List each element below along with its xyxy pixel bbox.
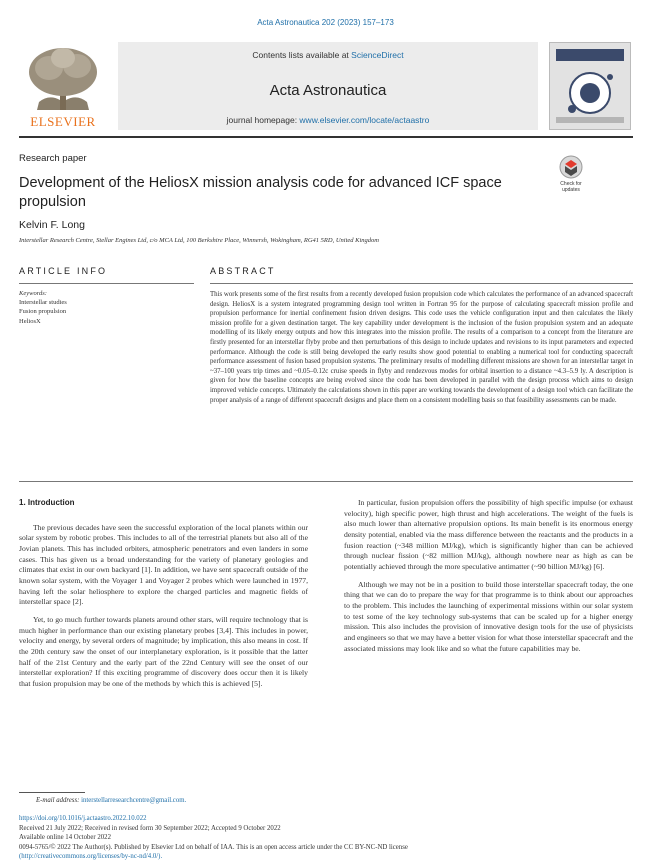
email-footnote: [36, 797, 186, 804]
keyword: HeliosX: [19, 317, 41, 325]
email-label: E-mail address:: [36, 797, 80, 804]
svg-text:ELSEVIER: ELSEVIER: [30, 114, 96, 129]
homepage-link[interactable]: www.elsevier.com/locate/actaastro: [299, 115, 430, 125]
body-right-column: [344, 498, 633, 654]
publication-info: [19, 814, 633, 862]
body-paragraph: Yet, to go much further towards planets around other stars, will require technology that is much higher in performance than our existing planetary probes [3,4]. This includes in power, velocity and energy, by several orders of magnitude; by implication, this also means in cost. If the 20th century saw the onset of our interplanetary exploration, is it possible that the latter half of the 21st Century and the early part of the 22nd Century will see the onset of our interstellar exploration? If this exciting programme of discovery does occur then it is likely that fusion propulsion may be one of the methods by which this is achieved [5].: [19, 614, 308, 688]
footnote-rule: [19, 792, 85, 793]
abstract-text: This work presents some of the first results from a recently developed fusion propulsion code which calculates the performance of an advanced spacecraft design. HeliosX is a system integrated programming design tool written in Fortran 95 for the purpose of calculating spacecraft mission profile and propulsion performance for inertial confinement fusion driven designs. This code uses the vehicle configuration input and then calculates the likely mission profile for a given destination target. The key capability under development is the inclusion of the fusion propulsion system and an adequate modelling of its likely energy outputs and how this integrates into the mission profile. The results of a comparison to a concept from the literature are firstly presented for an interstellar flyby probe and then perturbations of this design to include updates and revisions to its input parameters and expected performance. Although the code is still being developed the early results show good potential to enabling a numerical tool for conducting spacecraft performance assessment of fusion based propulsion systems. The preliminary results of modelling different missions are shown for an interstellar target in ~37–100 years trip times and ~0.05–0.12c cruise speeds in flyby and rendezvous modes for orbital insertion to a distance ~4.3–5.9 ly. A description is given for how the baseline concepts are being evolved since the code has been developed in parallel with the design process which aims to design improved vehicle concepts. Ultimately the calculations shown in this paper are working towards the development of a design tool which can facilitate the proper analysis of a range of different spacecraft designs and place them on a consistent modelling basis so that feasibility assessments can be made.: [210, 291, 633, 404]
svg-text:updates: updates: [562, 187, 580, 193]
contents-line: Contents lists available at ScienceDirect: [252, 50, 404, 60]
article-info-rule: [19, 283, 194, 284]
paper-title: Development of the HeliosX mission analysis code for advanced ICF space propulsion: [19, 175, 502, 210]
article-info-heading: ARTICLE INFO: [19, 266, 108, 276]
abstract-heading: ABSTRACT: [210, 266, 276, 276]
license-link[interactable]: (http://creativecommons.org/licenses/by-nc-nd/4.0/).: [19, 853, 163, 861]
crossmark-icon: [553, 154, 589, 194]
journal-cover-image[interactable]: [549, 42, 631, 130]
section-heading-introduction: 1. Introduction: [19, 498, 75, 507]
body-paragraph: In particular, fusion propulsion offers the possibility of high specific impulse (or exhaust velocity), high specific power, high thrust and high accelerations. The weight of the fuels is also much lower than alternative propulsion options. Its main benefit is its enormous energy density potential, enabled via the mass difference between the reactants and the products in a fusion reaction (~348 million MJ/kg), which is significantly higher than can be achieved through nuclear fission (~82 million MJ/kg), although nowhere near as high as can be potentially achieved through the more speculative antimatter (~90 billion MJ/kg) [6].: [344, 498, 633, 571]
body-left-column: [19, 498, 308, 690]
elsevier-tree-icon: [19, 42, 107, 130]
journal-name: Acta Astronautica: [269, 82, 387, 99]
abstract-bottom-rule: [19, 481, 633, 482]
doi-link[interactable]: https://doi.org/10.1016/j.actaastro.2022.10.022: [19, 815, 147, 822]
homepage-line: journal homepage: www.elsevier.com/locate/actaastro: [226, 115, 430, 125]
keywords-label: Keywords:: [19, 290, 47, 297]
author-affiliation: Interstellar Research Centre, Stellar Engines Ltd, c/o MCA Ltd, 100 Berkshire Place, Winnersh, Wokingham, RG41 5RD, United Kingdom: [19, 237, 379, 244]
elsevier-logo[interactable]: [19, 42, 107, 130]
sciencedirect-link[interactable]: ScienceDirect: [351, 50, 404, 60]
body-paragraph: The previous decades have seen the successful exploration of the local planets within our solar system by robotic probes. This includes to all of the terrestrial planets but also all of the Jovian planets. This has included orbiters, atmospheric penetrators and even landers in some cases. This has given us a broad understanding for the variety of planetary geologies and climates that exist in our own backyard [1]. In addition, we have sent spacecraft outside of the known solar system, with the Voyager 1 and Voyager 2 probes which were launched in 1977, having left the solar heliosphere to explore the charged particles and magnetic fields of interstellar space [2].: [19, 522, 308, 607]
header-divider: [19, 136, 633, 138]
body-paragraph: Although we may not be in a position to build those interstellar spacecraft today, the one thing that we can do to prepare the way for that programme is to think about our approaches to the problem. This includes the launching of experimental missions within our solar system to test some of the key technology sub-systems that can be scaled up for a higher energy mission. This also includes the provision of innovative design tools for the use of physicists and engineers so that we may have a better vision for what those interstellar spacecraft and the associated missions may look like and so what the future capabilities may be.: [344, 579, 633, 653]
email-link[interactable]: interstellarresearchcentre@gmail.com.: [81, 797, 187, 804]
check-for-updates-badge[interactable]: [553, 154, 589, 194]
abstract-rule: [210, 283, 633, 284]
journal-reference[interactable]: Acta Astronautica 202 (2023) 157–173: [257, 18, 394, 27]
keyword: Fusion propulsion: [19, 308, 67, 316]
journal-header: [19, 42, 633, 132]
copyright-notice: 0094-5765/© 2022 The Author(s). Published by Elsevier Ltd on behalf of IAA. This is an open access article under the CC BY-NC-ND license: [19, 843, 408, 851]
author-name[interactable]: Kelvin F. Long: [19, 219, 85, 231]
available-online-date: Available online 14 October 2022: [19, 834, 111, 842]
cover-art-icon: [550, 43, 630, 129]
keyword: Interstellar studies: [19, 299, 67, 306]
article-type-label: Research paper: [19, 153, 87, 164]
svg-text:Check for: Check for: [560, 181, 582, 187]
received-dates: Received 21 July 2022; Received in revised form 30 September 2022; Accepted 9 October 2022: [19, 824, 281, 832]
keywords-list: [19, 298, 67, 326]
journal-info-box: [118, 42, 538, 130]
